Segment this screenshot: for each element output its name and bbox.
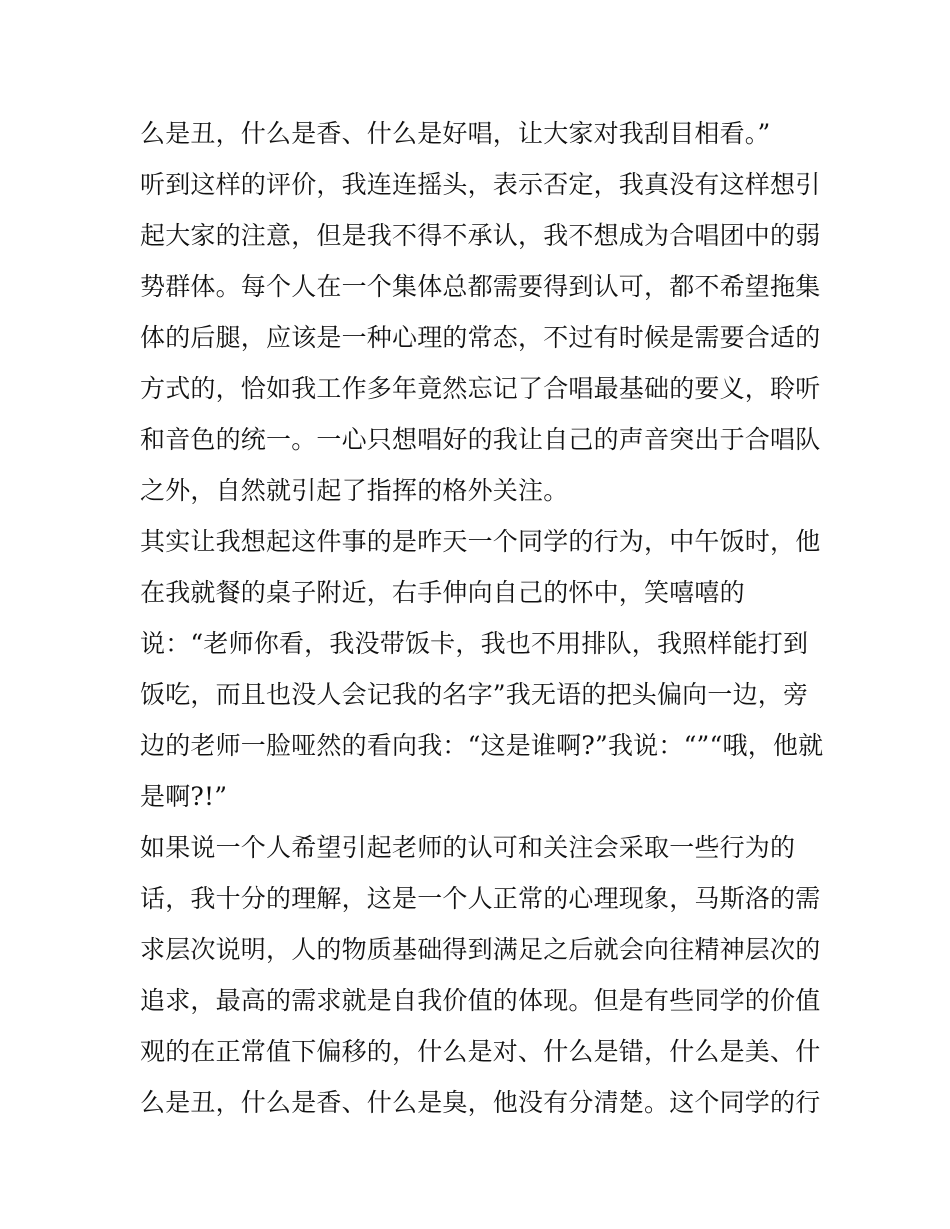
text-line: 观的在正常值下偏移的，什么是对、什么是错，什么是美、什 (140, 1037, 821, 1066)
text-line: 听到这样的评价，我连连摇头，表示否定，我真没有这样想引 (140, 170, 821, 199)
text-line: 么是丑，什么是香、什么是好唱，让大家对我刮目相看。” (140, 119, 771, 148)
body-text (140, 108, 830, 1128)
text-line: 么是丑，什么是香、什么是臭，他没有分清楚。这个同学的行 (140, 1088, 821, 1117)
text-line: 在我就餐的桌子附近，右手伸向自己的怀中，笑嘻嘻的 (140, 578, 745, 607)
text-line: 求层次说明，人的物质基础得到满足之后就会向往精神层次的 (140, 935, 821, 964)
text-line: 其实让我想起这件事的是昨天一个同学的行为，中午饭时，他 (140, 527, 821, 556)
text-line: 之外，自然就引起了指挥的格外关注。 (140, 476, 569, 505)
text-line: 是啊?!” (140, 782, 228, 811)
text-line: 饭吃，而且也没人会记我的名字”我无语的把头偏向一边，旁 (140, 680, 809, 709)
text-line: 边的老师一脸哑然的看向我：“这是谁啊?”我说：“”“哦，他就 (140, 731, 824, 760)
text-line: 话，我十分的理解，这是一个人正常的心理现象，马斯洛的需 (140, 884, 821, 913)
text-line: 起大家的注意，但是我不得不承认，我不想成为合唱团中的弱 (140, 221, 821, 250)
text-line: 势群体。每个人在一个集体总都需要得到认可，都不希望拖集 (140, 272, 821, 301)
text-line: 如果说一个人希望引起老师的认可和关注会采取一些行为的 (140, 833, 796, 862)
text-line: 追求，最高的需求就是自我价值的体现。但是有些同学的价值 (140, 986, 821, 1015)
text-line: 方式的，恰如我工作多年竟然忘记了合唱最基础的要义，聆听 (140, 374, 821, 403)
text-line: 和音色的统一。一心只想唱好的我让自己的声音突出于合唱队 (140, 425, 821, 454)
text-line: 说：“老师你看，我没带饭卡，我也不用排队，我照样能打到 (140, 629, 809, 658)
text-line: 体的后腿，应该是一种心理的常态，不过有时候是需要合适的 (140, 323, 821, 352)
